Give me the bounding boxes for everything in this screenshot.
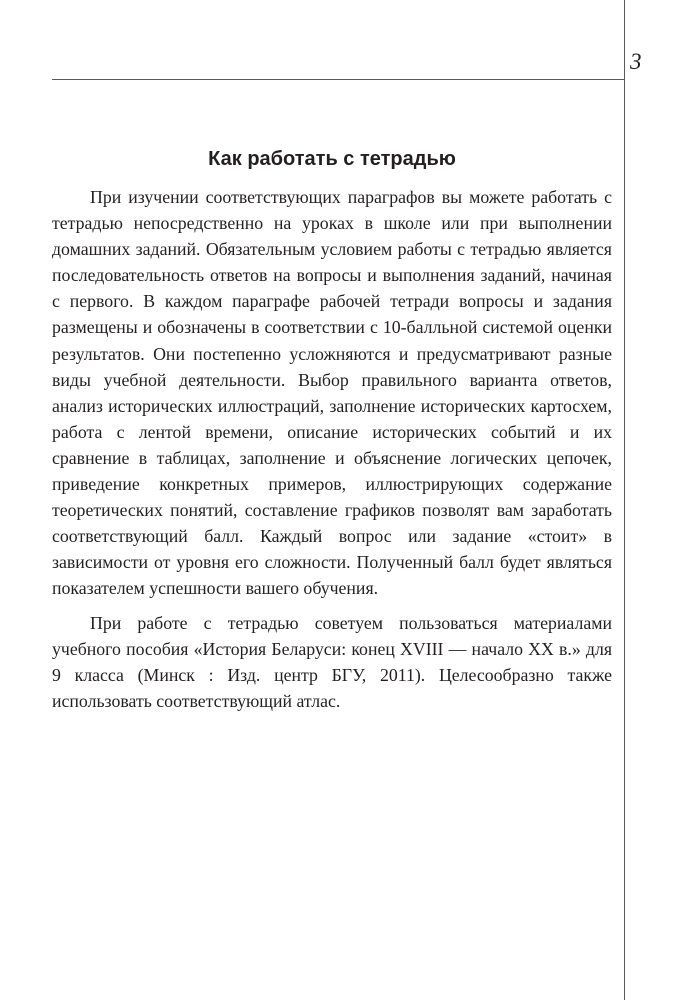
margin-rule [624,0,625,1000]
header-rule [52,79,625,80]
paragraph: При работе с тетрадью советуем пользоваться материалами учебного пособия «История Беларуси: конец XVIII — начало XX в.» для 9 класса (Минск : Изд. центр БГУ, 2011). Целесообразно также использовать соответствующий атлас. [52,612,612,711]
body-text [52,184,612,714]
page-title: Как работать с тетрадью [208,148,456,170]
paragraph: При изучении соответствующих параграфов вы можете работать с тетрадью непосредственно на уроках в школе или при выполнении домашних заданий. Обязательным условием работы с тетрадью является последовательность ответов на вопросы и выполнения заданий, начиная с первого. В каждом параграфе рабочей тетради вопросы и задания размещены и обозначены в соответствии с 10-балльной системой оценки результатов. Они постепенно усложняются и предусматривают разные виды учебной деятельности. Выбор правильного варианта ответов, анализ исторических иллюстраций, заполнение исторических картосхем, работа с лентой времени, описание исторических событий и их сравнение в таблицах, заполнение и объяснение логических цепочек, приведение конкретных примеров, иллюстрирующих содержание теоретических понятий, составление графиков позволят вам заработать соответствующий балл. Каждый вопрос или задание «стоит» в зависимости от уровня его сложности. Полученный балл будет являться показателем успешности вашего обучения. [52,187,612,599]
page-number: 3 [630,49,642,74]
